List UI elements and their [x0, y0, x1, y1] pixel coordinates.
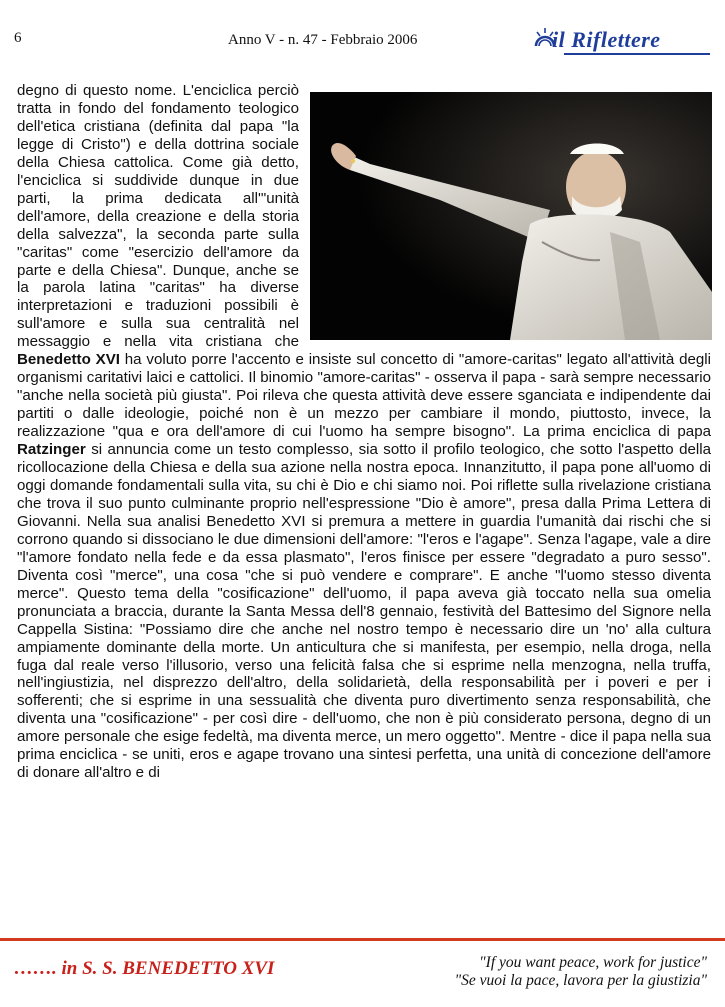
article-text-part-3: si annuncia come un testo complesso, sia sotto il profilo teologico, che sotto l'aspetto della ricollocazione della Chiesa e della sua azione nella nostra epoca. Innanzitutto, il papa pone all'uomo di oggi domande fondamentali sulla vita, su chi è Dio e chi siamo noi. Poi riflette sulla rivelazione cristiana che trova il suo punto culminante proprio nell'espressione "Dio è amore", presa dalla Prima Lettera di Giovanni. Nella sua analisi Benedetto XVI si premura a mettere in guardia l'umanità dai rischi che si corrono quando si dissociano le due dimensioni dell'amore: "l'eros e l'agape". Senza l'agape, vale a dire "l'amore fondato nella fede e da essa plasmato", l'eros finisce per essere "degradato a puro sesso". Diventa così "merce", una cosa "che si può vendere e comprare". E anche "l'uomo stesso diventa merce". Questo tema della "cosificazione" dell'uomo, il papa aveva già toccato nella sua omelia pronunciata a braccia, durante la Santa Messa dell'8 gennaio, festività del Battesimo del Signore nella Cappella Sistina: "Possiamo dire che anche nel nostro tempo è necessario dire un 'no' alla cultura ampiamente dominante della morte. Un anticultura che si manifesta, per esempio, nella droga, nella fuga dal reale verso l'illusorio, verso una felicità falsa che si esprime nella menzogna, nella truffa, nell'ingiustizia, nel disprezzo dell'altro, della solidarietà, della responsabilità per i poveri e per i sofferenti; che si esprime in una sessualità che diventa puro divertimento senza responsabilità, che diventa una "cosificazione" - per così dire - dell'uomo, che non è più considerato persona, degno di un amore personale che esige fedeltà, ma diventa merce, un mero oggetto". Mentre - dice il papa nella sua prima enciclica - se uniti, eros e agape trovano una sintesi perfetta, una unità di concezione dell'amore di donare all'altro e di [17, 441, 711, 782]
logo-text: il Riflettere [552, 27, 661, 52]
footer-quote-english: "If you want peace, work for justice" [479, 954, 707, 971]
masthead-logo [532, 24, 710, 54]
article-body [17, 82, 711, 782]
photo-wrap-space [309, 82, 711, 344]
logo-underline [564, 53, 710, 55]
highlight-benedetto: Benedetto XVI [17, 351, 120, 369]
page-header [0, 0, 725, 60]
footer-rule [0, 938, 725, 941]
footer-quote-italian: "Se vuoi la pace, lavora per la giustizia" [454, 972, 707, 989]
issue-info: Anno V - n. 47 - Febbraio 2006 [228, 32, 418, 48]
page-number: 6 [14, 30, 22, 46]
article-text-part-1: degno di questo nome. L'enciclica perciò tratta in fondo del fondamento teologico dell'etica cristiana (definita dal papa "la legge di Cristo") e della dottrina sociale della Chiesa cattolica. Come già detto, l'enciclica si suddivide dunque in due parti, la prima dedicata all'"unità dell'amore, della creazione e della storia della salvezza", la seconda parte sulla "caritas" come "esercizio dell'amore da parte e della Chiesa". Dunque, anche se la parola latina "caritas" ha diverse interpretazioni e traduzioni possibili è sull'amore e sulla sua centralità nel messaggio e nella vita cristiana che [17, 82, 299, 351]
highlight-ratzinger: Ratzinger [17, 441, 86, 459]
footer-dedication: ……. in S. S. BENEDETTO XVI [14, 958, 275, 979]
article-text-part-2: ha voluto porre l'accento e insiste sul concetto di "amore-caritas" legato all'attività degli organismi caritativi laici e cattolici. Il binomio "amore-caritas" - osserva il papa - sarà sempre necessario "anche nella società più giusta". Poi rileva che questa attività deve essere sganciata e indipendente dai partiti o dalle ideologie, poiché non è un mezzo per cambiare il mondo, piuttosto, invece, la realizzazione "qua e ora dell'amore di cui l'uomo ha sempre bisogno". La prima enciclica di papa [17, 351, 711, 441]
